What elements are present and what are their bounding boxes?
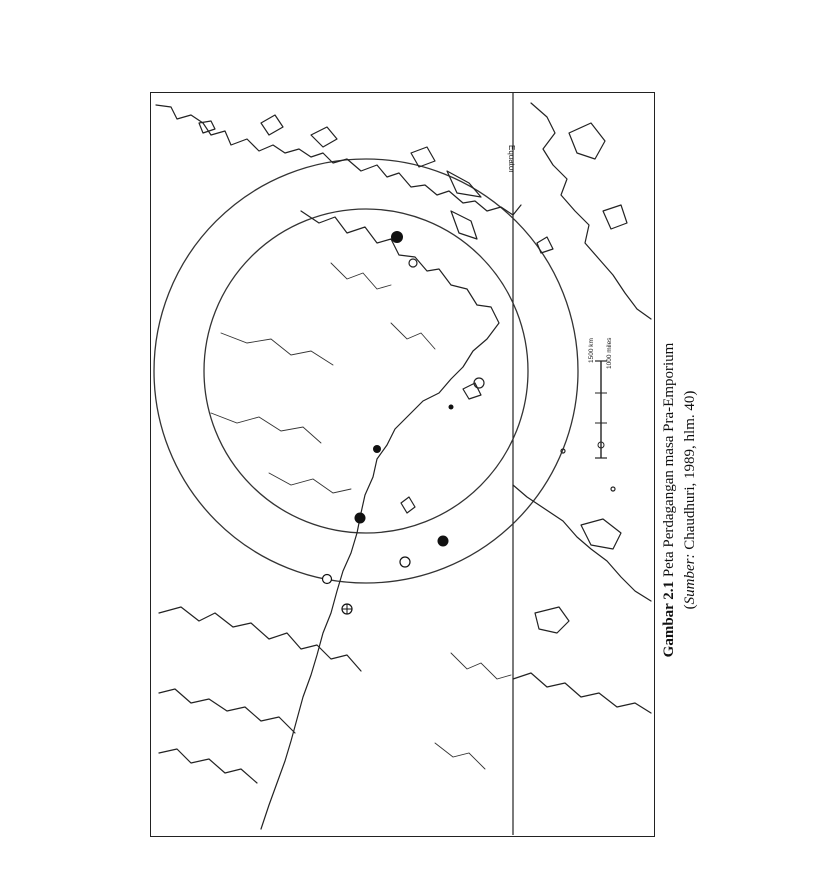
coastlines	[156, 103, 651, 829]
major-port-marker	[438, 536, 449, 547]
port-marker	[373, 445, 381, 453]
source-text: Chaudhuri, 1989, hlm. 40)	[682, 390, 698, 550]
major-port-marker	[355, 513, 366, 524]
figure-source: (Sumber: Chaudhuri, 1989, hlm. 40)	[682, 390, 698, 610]
scale-bar	[588, 337, 613, 458]
equator-label: Equator	[507, 145, 516, 174]
caption-area	[620, 200, 740, 800]
trade-port-markers	[323, 231, 454, 614]
source-prefix: Sumber:	[682, 553, 698, 605]
port-marker-open	[323, 575, 332, 584]
scale-miles-label: 1000 miles	[606, 337, 613, 369]
figure-title: Peta Perdagangan masa Pra-Emporium	[661, 342, 677, 578]
outer-trade-circle	[154, 159, 578, 583]
pre-emporium-trade-map	[151, 93, 653, 835]
inner-trade-circle	[204, 209, 528, 533]
major-port-marker	[391, 231, 403, 243]
map-frame	[150, 92, 655, 837]
figure-caption	[659, 343, 701, 658]
scale-km-label: 1500 km	[588, 338, 595, 363]
port-marker	[449, 405, 454, 410]
port-marker-open	[400, 557, 410, 567]
figure-label: Gambar 2.1	[661, 580, 677, 658]
